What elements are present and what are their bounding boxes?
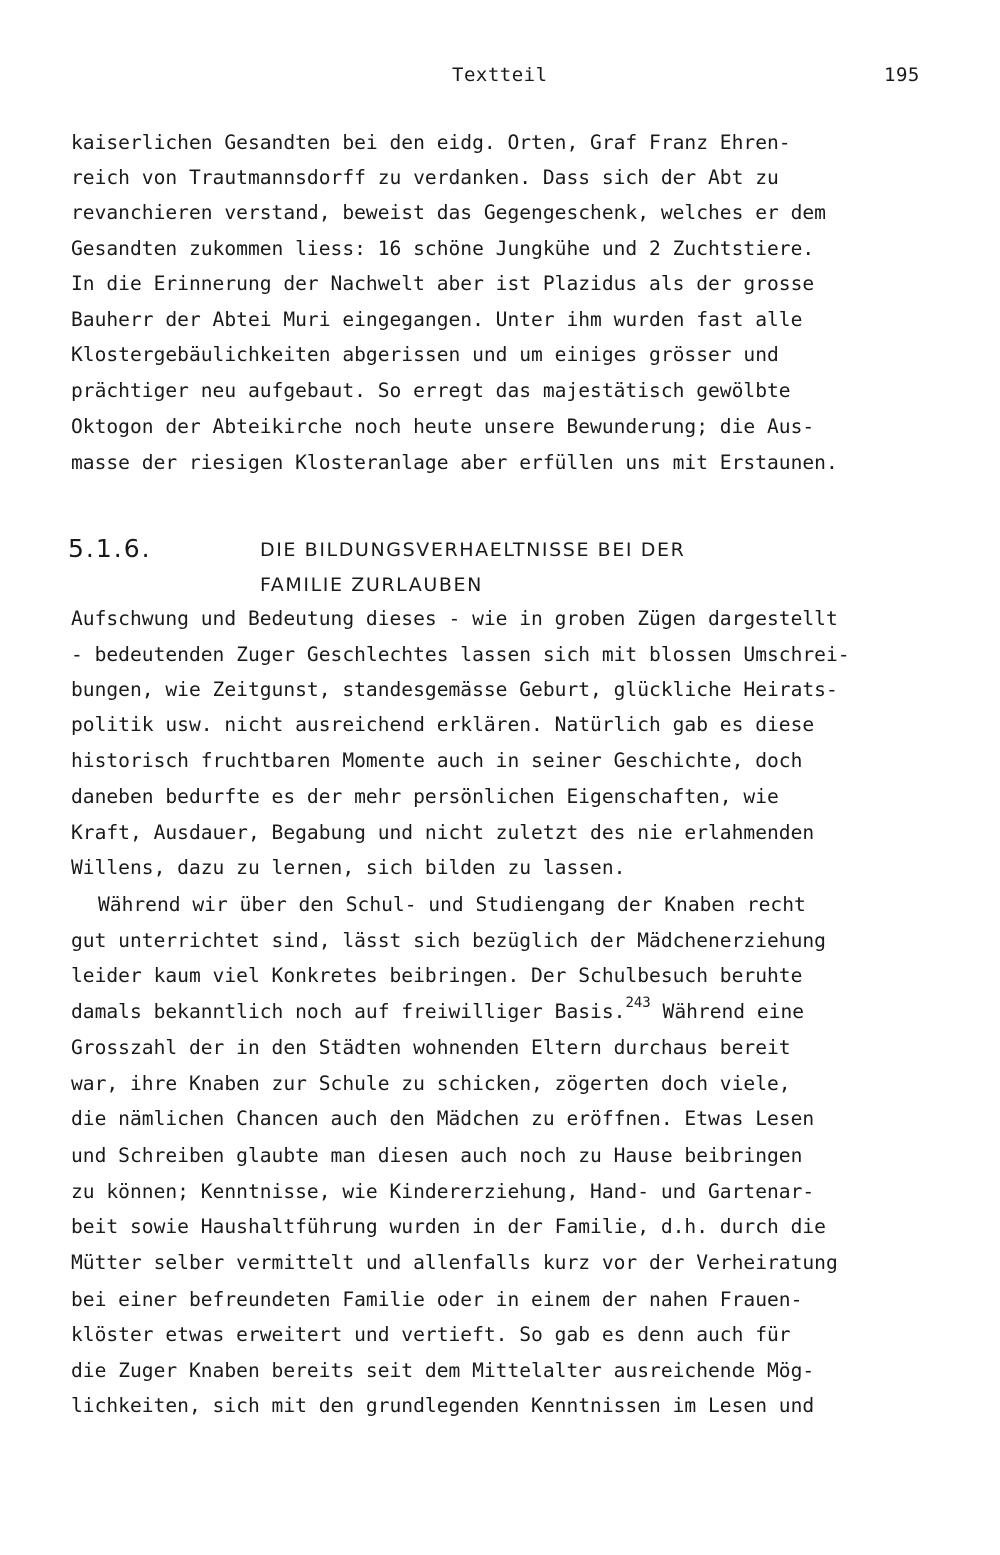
text-line: prächtiger neu aufgebaut. So erregt das majestätisch gewölbte [71, 379, 791, 402]
footnote-reference: 243 [625, 995, 651, 1011]
text-line: war, ihre Knaben zur Schule zu schicken, zögerten doch viele, [71, 1072, 791, 1095]
text-line: beit sowie Haushaltführung wurden in der Familie, d.h. durch die [71, 1215, 826, 1238]
text-line: - bedeutenden Zuger Geschlechtes lassen sich mit blossen Umschrei- [71, 643, 850, 666]
text-line: masse der riesigen Klosteranlage aber erfüllen uns mit Erstaunen. [71, 451, 838, 474]
text-line: leider kaum viel Konkretes beibringen. Der Schulbesuch beruhte [71, 964, 803, 987]
text-line: zu können; Kenntnisse, wie Kindererziehung, Hand- und Gartenar- [71, 1180, 815, 1203]
text-line: Gesandten zukommen liess: 16 schöne Jungkühe und 2 Zuchtstiere. [71, 237, 815, 260]
text-line: Kraft, Ausdauer, Begabung und nicht zuletzt des nie erlahmenden [71, 821, 815, 844]
page-number: 195 [884, 64, 920, 86]
text-line: daneben bedurfte es der mehr persönlichen Eigenschaften, wie [71, 785, 779, 808]
text-line: Mütter selber vermittelt und allenfalls kurz vor der Verheiratung [71, 1251, 838, 1274]
text-line: gut unterrichtet sind, lässt sich bezüglich der Mädchenerziehung [71, 929, 826, 952]
running-title: Textteil [452, 64, 548, 86]
text-line: kaiserlichen Gesandten bei den eidg. Orten, Graf Franz Ehren- [71, 131, 791, 154]
text-line: Klostergebäulichkeiten abgerissen und um einiges grösser und [71, 343, 779, 366]
text-segment: damals bekanntlich noch auf freiwilliger Basis. [71, 1000, 626, 1023]
text-line: lichkeiten, sich mit den grundlegenden Kenntnissen im Lesen und [71, 1394, 815, 1417]
section-title-line-1: DIE BILDUNGSVERHAELTNISSE BEI DER [260, 539, 686, 561]
text-line: Bauherr der Abtei Muri eingegangen. Unter ihm wurden fast alle [71, 308, 803, 331]
text-line: reich von Trautmannsdorff zu verdanken. Dass sich der Abt zu [71, 166, 779, 189]
text-line: Willens, dazu zu lernen, sich bilden zu lassen. [71, 856, 626, 879]
text-line: politik usw. nicht ausreichend erklären. Natürlich gab es diese [71, 713, 815, 736]
text-line: klöster etwas erweitert und vertieft. So gab es denn auch für [71, 1323, 791, 1346]
section-title-line-2: FAMILIE ZURLAUBEN [260, 574, 483, 596]
text-line: bei einer befreundeten Familie oder in einem der nahen Frauen- [71, 1288, 803, 1311]
running-header [0, 64, 1000, 92]
text-line: In die Erinnerung der Nachwelt aber ist Plazidus als der grosse [71, 272, 815, 295]
text-line-with-footnote [71, 995, 805, 1025]
section-number: 5.1.6. [68, 534, 152, 563]
text-line: revanchieren verstand, beweist das Gegengeschenk, welches er dem [71, 201, 826, 224]
text-line: Oktogon der Abteikirche noch heute unsere Bewunderung; die Aus- [71, 415, 815, 438]
text-line: historisch fruchtbaren Momente auch in seiner Geschichte, doch [71, 749, 803, 772]
text-line: Grosszahl der in den Städten wohnenden Eltern durchaus bereit [71, 1036, 791, 1059]
text-line: Aufschwung und Bedeutung dieses - wie in groben Zügen dargestellt [71, 607, 838, 630]
text-line: die Zuger Knaben bereits seit dem Mittelalter ausreichende Mög- [71, 1359, 815, 1382]
text-line: bungen, wie Zeitgunst, standesgemässe Geburt, glückliche Heirats- [71, 678, 838, 701]
text-line: Während wir über den Schul- und Studiengang der Knaben recht [98, 893, 806, 916]
text-segment: Während eine [650, 1000, 805, 1023]
text-line: und Schreiben glaubte man diesen auch noch zu Hause beibringen [71, 1144, 803, 1167]
text-line: die nämlichen Chancen auch den Mädchen zu eröffnen. Etwas Lesen [71, 1107, 815, 1130]
